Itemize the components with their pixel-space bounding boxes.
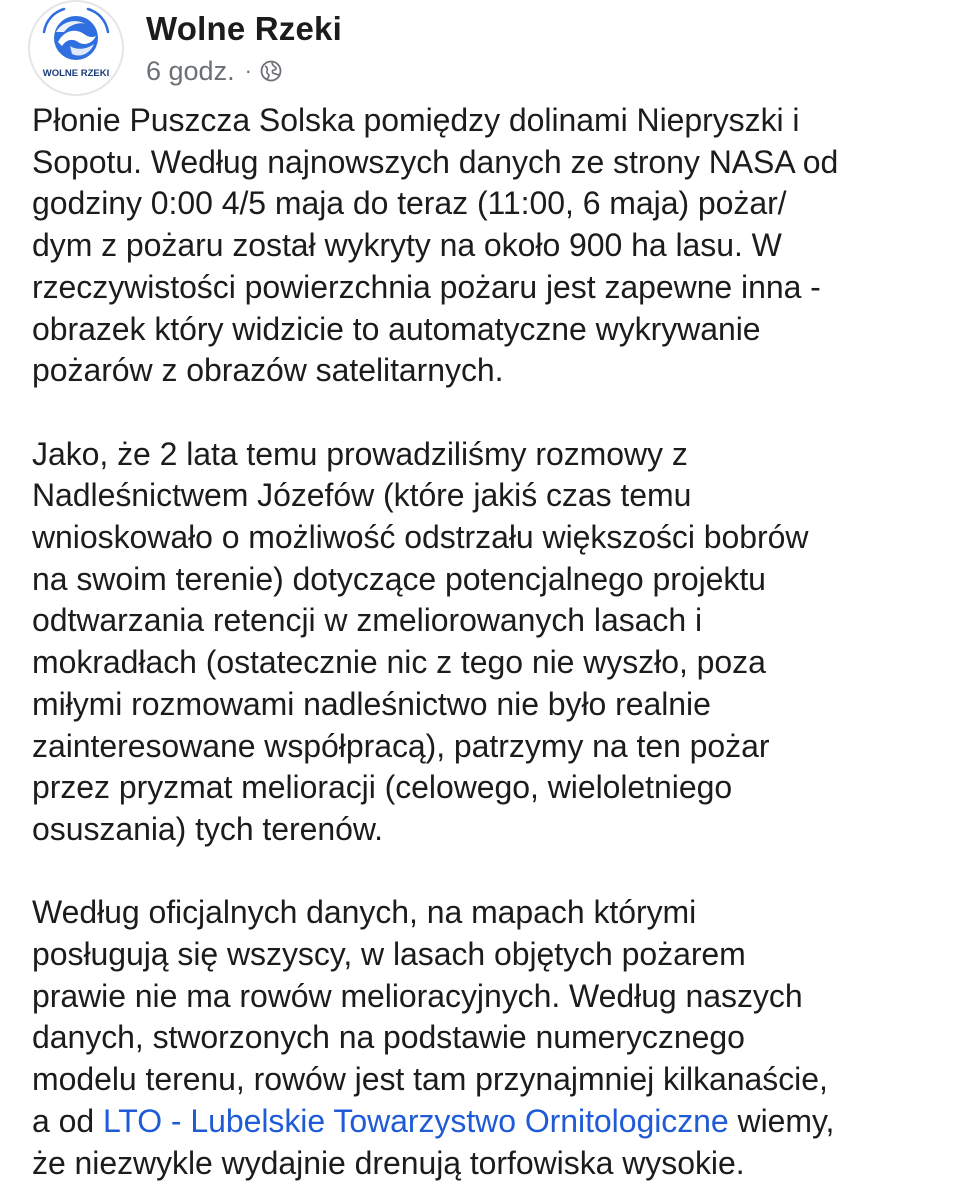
meta-separator: · [244,58,252,83]
text-line: Według oficjalnych danych, na mapach którymi [32,894,697,931]
text-line: że niezwykle wydajnie drenują torfowiska wysokie. [32,1144,745,1181]
text-line: modelu terenu, rowów jest tam przynajmniej kilkanaście, [32,1061,828,1098]
paragraph-3 [32,892,942,1184]
text-line: obrazek który widzicie to automatyczne wykrywanie [32,310,761,347]
avatar-logo-text: WOLNE RZEKI [42,68,110,79]
header-meta [146,2,342,94]
text-line: dym z pożaru został wykryty na około 900 ha lasu. W [32,227,782,264]
link-prefix-text: a od [32,1102,103,1139]
text-line: na swoim terenie) dotyczące potencjalnego projektu [32,560,766,597]
post-header [28,2,342,94]
lto-page-link[interactable]: LTO - Lubelskie Towarzystwo Ornitologiczne [102,1102,729,1139]
post-meta [146,55,342,87]
globe-icon[interactable] [260,60,282,82]
text-line: Sopotu. Według najnowszych danych ze strony NASA od [32,143,839,180]
page-name[interactable]: Wolne Rzeki [146,10,342,47]
text-line: prawie nie ma rowów melioracyjnych. Według naszych [32,977,803,1014]
avatar[interactable] [28,0,124,96]
text-line: zainteresowane współpracą), patrzymy na ten pożar [32,727,770,764]
text-line: Nadleśnictwem Józefów (które jakiś czas temu [32,477,692,514]
text-line: pożarów z obrazów satelitarnych. [32,352,504,389]
wave-logo-icon [30,2,122,94]
text-line: rzeczywistości powierzchnia pożaru jest zapewne inna - [32,268,821,305]
text-line: miłymi rozmowami nadleśnictwo nie było realnie [32,685,711,722]
text-line: osuszania) tych terenów. [32,810,383,847]
text-line: godziny 0:00 4/5 maja do teraz (11:00, 6 maja) pożar/ [32,185,787,222]
text-line: danych, stworzonych na podstawie numerycznego [32,1019,745,1056]
paragraph-1 [32,100,942,392]
text-line-with-link [32,1101,942,1143]
text-line: przez pryzmat melioracji (celowego, wieloletniego [32,769,733,806]
text-line: odtwarzania retencji w zmeliorowanych lasach i [32,602,702,639]
text-line: posługują się wszyscy, w lasach objętych pożarem [32,936,746,973]
text-line: Płonie Puszcza Solska pomiędzy dolinami Niepryszki i [32,102,800,138]
link-suffix-text: wiemy, [728,1102,835,1139]
post-body [32,100,942,1200]
post-timestamp[interactable]: 6 godz. [146,56,235,86]
text-line: wnioskowało o możliwość odstrzału większości bobrów [32,519,809,556]
text-line: mokradłach (ostatecznie nic z tego nie wyszło, poza [32,644,766,681]
text-line: Jako, że 2 lata temu prowadziliśmy rozmowy z [32,435,688,472]
paragraph-2 [32,434,942,851]
